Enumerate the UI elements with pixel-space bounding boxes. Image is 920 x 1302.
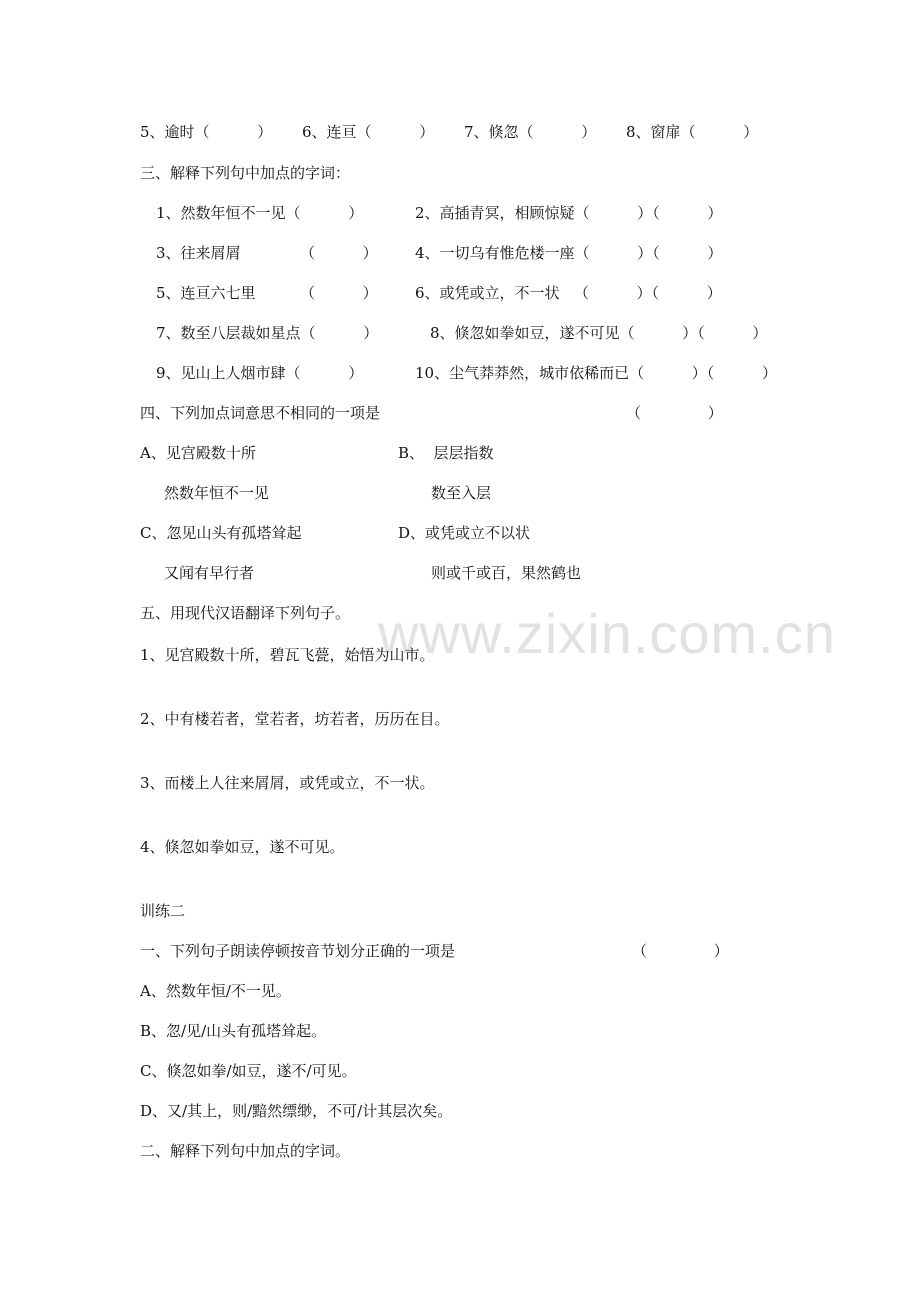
s3-item-5: 5、连亘六七里: [156, 284, 256, 302]
s3-item-9: 9、见山上人烟市肆（ ）: [156, 364, 364, 382]
s3-item-4: 4、一切乌有惟危楼一座（ ）（ ）: [415, 244, 723, 262]
s3-item-5-blank: （ ）: [300, 284, 378, 302]
option-c-line1: C、忽见山头有孤塔耸起: [140, 524, 302, 542]
s3-item-8: 8、倏忽如拳如豆，遂不可见（ ）（ ）: [430, 324, 768, 342]
s5-item-2: 2、中有楼若者，堂若者，坊若者，历历在目。: [140, 710, 450, 728]
option-b-line2: 数至入层: [431, 484, 492, 502]
s3-item-2: 2、高插青冥，相顾惊疑（ ）（ ）: [415, 204, 723, 222]
s3-item-1: 1、然数年恒不一见（ ）: [156, 204, 364, 222]
item-q7: 7、倏忽（ ）: [464, 123, 597, 141]
option-b-line1: B、 层层指数: [398, 444, 494, 462]
part2-option-b: B、忽/见/山头有孤塔耸起。: [140, 1022, 327, 1040]
part2-q2-heading: 二、解释下列句中加点的字词。: [140, 1142, 351, 1160]
section4-heading: 四、下列加点词意思不相同的一项是: [140, 404, 381, 422]
part2-option-c: C、倏忽如拳/如豆，遂不/可见。: [140, 1062, 357, 1080]
watermark: www.zixin.com.cn: [378, 602, 836, 665]
item-q5: 5、逾时（ ）: [140, 123, 273, 141]
part2-q1-answer-blank: （ ）: [632, 942, 729, 960]
s5-item-4: 4、倏忽如拳如豆，遂不可见。: [140, 838, 345, 856]
part2-q1-heading: 一、下列句子朗读停顿按音节划分正确的一项是: [140, 942, 456, 960]
option-a-line2: 然数年恒不一见: [164, 484, 270, 502]
option-d-line2: 则或千或百，果然鹤也: [431, 564, 582, 582]
item-q8: 8、窗扉（ ）: [626, 123, 759, 141]
section3-heading: 三、解释下列句中加点的字词：: [140, 164, 351, 182]
s3-item-3: 3、往来屑屑: [156, 244, 241, 262]
s5-item-3: 3、而楼上人往来屑屑，或凭或立，不一状。: [140, 774, 435, 792]
part2-option-a: A、然数年恒/不一见。: [140, 982, 291, 1000]
item-q6: 6、连亘（ ）: [302, 123, 435, 141]
s3-item-7: 7、数至八层裁如星点（ ）: [156, 324, 379, 342]
part2-option-d: D、又/其上，则/黯然缥缈，不可/计其层次矣。: [140, 1102, 453, 1120]
option-a-line1: A、见宫殿数十所: [140, 444, 256, 462]
part2-title: 训练二: [140, 902, 186, 920]
option-c-line2: 又闻有早行者: [164, 564, 255, 582]
s3-item-3-blank: （ ）: [300, 244, 378, 262]
s5-item-1: 1、见宫殿数十所，碧瓦飞甍，始悟为山市。: [140, 646, 435, 664]
option-d-line1: D、或凭或立不以状: [398, 524, 531, 542]
section4-answer-blank: （ ）: [626, 404, 723, 422]
s3-item-6: 6、或凭或立，不一状 （ ）（ ）: [415, 284, 722, 302]
s3-item-10: 10、尘气莽莽然，城市依稀而已（ ）（ ）: [415, 364, 777, 382]
section5-heading: 五、用现代汉语翻译下列句子。: [140, 604, 351, 622]
